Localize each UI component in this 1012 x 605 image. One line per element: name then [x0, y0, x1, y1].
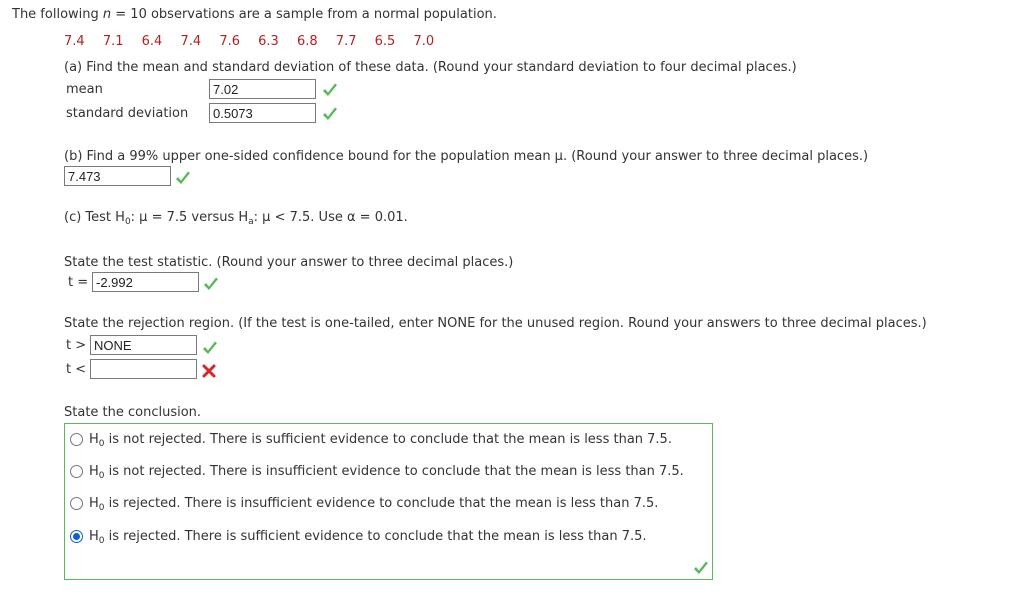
- check-icon: [201, 340, 219, 356]
- part-b-question: (b) Find a 99% upper one-sided confidence bound for the population mean μ. (Round your answer to three decimal places.): [64, 149, 869, 164]
- observation: 7.4: [180, 34, 202, 49]
- observation: 7.4: [64, 34, 85, 49]
- radio-option-4-selected[interactable]: [70, 530, 83, 543]
- observation: 6.5: [374, 34, 396, 49]
- test-statistic-input[interactable]: -2.992: [92, 272, 199, 292]
- observation: 7.1: [102, 34, 124, 49]
- part-c-question: (c) Test $H_0$: μ = 7.5 versus $H_a$: μ < 7.5. Use α = 0.01.: [64, 210, 408, 227]
- cross-icon: [201, 363, 217, 379]
- option-1-label[interactable]: $H_0$ is not rejected. There is sufficient evidence to conclude that the mean is less than 7.5.: [89, 432, 672, 449]
- confidence-bound-input[interactable]: 7.473: [64, 166, 171, 186]
- upper-region-label: t >: [66, 338, 87, 353]
- option-4-label[interactable]: $H_0$ is rejected. There is sufficient evidence to conclude that the mean is less than 7.5.: [89, 529, 647, 546]
- sd-label: standard deviation: [66, 106, 189, 121]
- check-icon: [321, 82, 339, 98]
- lower-region-label: t <: [66, 362, 87, 377]
- radio-option-2[interactable]: [70, 465, 83, 478]
- option-2-label[interactable]: $H_0$ is not rejected. There is insufficient evidence to conclude that the mean is less than 7.5.: [89, 464, 684, 481]
- rejection-region-prompt: State the rejection region. (If the test is one-tailed, enter NONE for the unused region. Round your answers to three decimal places.): [64, 316, 927, 331]
- mean-input[interactable]: 7.02: [209, 79, 316, 99]
- observation: 7.6: [219, 34, 240, 49]
- observation: 6.8: [296, 34, 318, 49]
- upper-region-input[interactable]: NONE: [90, 335, 197, 355]
- lower-region-input[interactable]: [90, 359, 197, 379]
- t-label: t =: [68, 275, 89, 290]
- test-statistic-prompt: State the test statistic. (Round your answer to three decimal places.): [64, 255, 514, 270]
- observation: 6.4: [141, 34, 163, 49]
- option-3-label[interactable]: $H_0$ is rejected. There is insufficient evidence to conclude that the mean is less than 7.5.: [89, 496, 659, 513]
- mean-label: mean: [66, 82, 103, 97]
- check-icon: [321, 106, 339, 122]
- check-icon: [174, 170, 192, 186]
- check-icon: [202, 276, 220, 292]
- radio-option-1[interactable]: [70, 433, 83, 446]
- observation: 7.0: [413, 34, 435, 49]
- check-icon: [692, 560, 710, 576]
- part-a-question: (a) Find the mean and standard deviation of these data. (Round your standard deviation to four decimal places.): [64, 60, 797, 75]
- observation-list: [64, 34, 434, 49]
- intro-text: The following n = 10 observations are a sample from a normal population.: [12, 7, 497, 22]
- conclusion-choices: [64, 423, 713, 580]
- observation: 7.7: [335, 34, 357, 49]
- sd-input[interactable]: 0.5073: [209, 103, 316, 123]
- conclusion-prompt: State the conclusion.: [64, 405, 202, 420]
- observation: 6.3: [258, 34, 279, 49]
- radio-option-3[interactable]: [70, 497, 83, 510]
